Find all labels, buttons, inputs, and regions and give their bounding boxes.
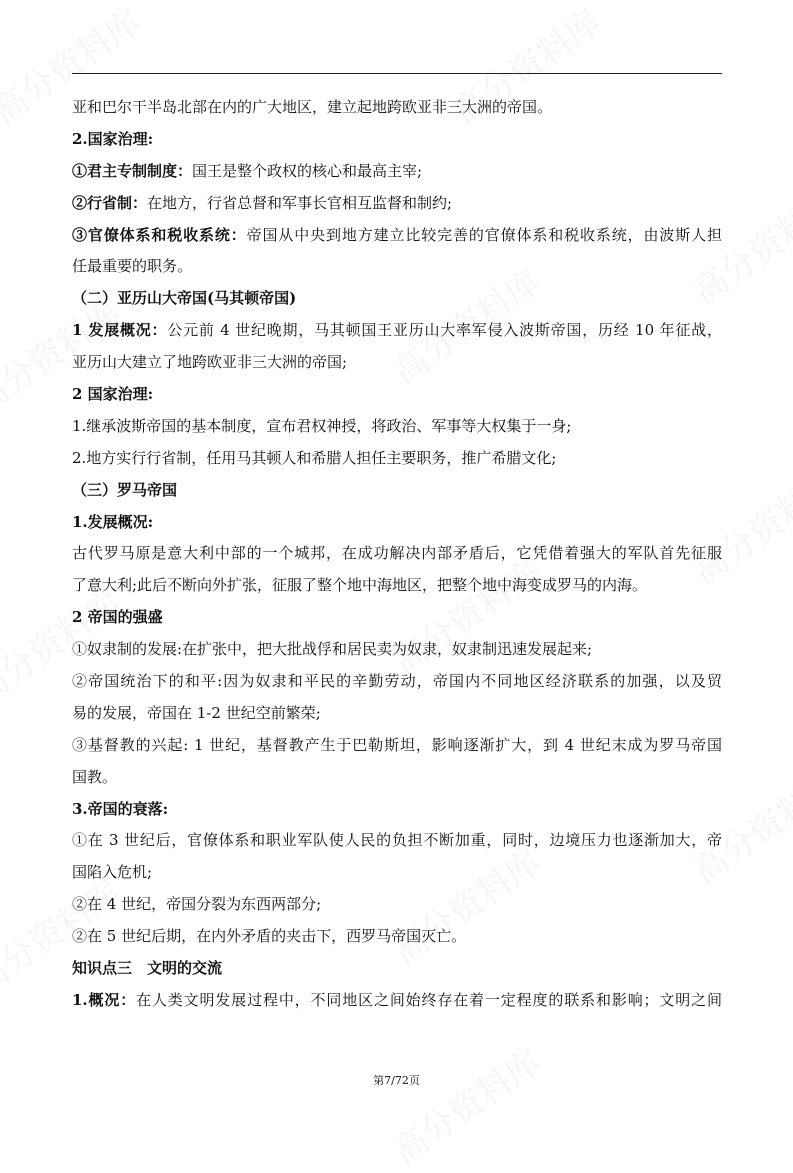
line-text: 国陷入危机; (72, 863, 153, 882)
text-line (72, 602, 722, 634)
line-text: 1.继承波斯帝国的基本制度，宣布君权神授，将政治、军事等大权集于一身; (72, 416, 572, 435)
text-line (72, 188, 722, 220)
text-line (72, 475, 722, 507)
text-line (72, 443, 722, 475)
line-text: 帝国从中央到地方建立比较完善的官僚体系和税收系统，由波斯人担 (246, 225, 722, 244)
bold-heading: 1.概况： (72, 990, 137, 1009)
watermark (381, 1036, 548, 1173)
line-text: ①奴隶制的发展:在扩张中，把大批战俘和居民卖为奴隶，奴隶制迅速发展起来; (72, 640, 593, 659)
page-number: 第7/72页 (373, 1074, 420, 1087)
text-line (72, 92, 722, 124)
line-text: 任最重要的职务。 (72, 257, 193, 276)
bold-heading: （二）亚历山大帝国(马其顿帝国) (72, 289, 297, 308)
line-text: 易的发展，帝国在 1-2 世纪空前繁荣; (72, 703, 321, 722)
text-line (72, 156, 722, 188)
text-line (72, 124, 722, 156)
text-line (72, 283, 722, 315)
text-line (72, 538, 722, 570)
line-text: 亚和巴尔干半岛北部在内的广大地区，建立起地跨欧亚非三大洲的帝国。 (72, 98, 553, 116)
line-text: 2.地方实行行省制，任用马其顿人和希腊人担任主要职务，推广希腊文化; (72, 448, 557, 467)
text-line (72, 220, 722, 252)
header-rule (72, 73, 722, 74)
text-line (72, 698, 722, 730)
line-text: ②在 4 世纪，帝国分裂为东西两部分; (72, 895, 322, 914)
line-text: ②帝国统治下的和平:因为奴隶和平民的辛勤劳动，帝国内不同地区经济联系的加强，以及贸 (72, 672, 722, 691)
text-line (72, 762, 722, 794)
text-line (72, 347, 722, 379)
text-line (72, 825, 722, 857)
line-text: ①在 3 世纪后，官僚体系和职业军队使人民的负担不断加重，同时，边境压力也逐渐加大，帝 (72, 831, 722, 850)
bold-heading: 2 国家治理: (72, 385, 154, 404)
bold-heading: 知识点三 文明的交流 (72, 959, 223, 978)
bold-heading: （三）罗马帝国 (72, 480, 178, 499)
bold-heading: 1 发展概况： (72, 321, 168, 340)
text-line (72, 730, 722, 762)
line-text: 国王是整个政权的核心和最高主宰; (192, 161, 423, 180)
document-body (72, 92, 722, 1017)
line-text: ②在 5 世纪后期，在内外矛盾的夹击下，西罗马帝国灭亡。 (72, 927, 467, 946)
text-line (72, 251, 722, 283)
line-text: 了意大利;此后不断向外扩张，征服了整个地中海地区，把整个地中海变成罗马的内海。 (72, 576, 648, 595)
text-line (72, 411, 722, 443)
text-line (72, 634, 722, 666)
text-line (72, 379, 722, 411)
text-line (72, 889, 722, 921)
bold-heading: 3.帝国的衰落: (72, 799, 169, 818)
bold-heading: 2 帝国的强盛 (72, 608, 163, 627)
line-text: 古代罗马原是意大利中部的一个城邦，在成功解决内部矛盾后，它凭借着强大的军队首先征服 (72, 544, 722, 563)
text-line (72, 857, 722, 889)
line-text: 公元前 4 世纪晚期，马其顿国王亚历山大率军侵入波斯帝国，历经 10 年征战， (167, 321, 722, 340)
text-line (72, 921, 722, 953)
text-line (72, 570, 722, 602)
line-text: 国教。 (72, 767, 118, 786)
bold-heading: ②行省制： (72, 193, 148, 212)
line-text: 亚历山大建立了地跨欧亚非三大洲的帝国; (72, 353, 348, 372)
line-text: 在地方，行省总督和军事长官相互监督和制约; (147, 193, 453, 212)
bold-heading: 1.发展概况: (72, 512, 154, 531)
bold-heading: ①君主专制制度： (72, 161, 193, 180)
text-line (72, 953, 722, 985)
text-line (72, 794, 722, 826)
text-line (72, 666, 722, 698)
text-line (72, 507, 722, 539)
bold-heading: 2.国家治理: (72, 129, 154, 148)
bold-heading: ③官僚体系和税收系统： (72, 225, 247, 244)
text-line (72, 985, 722, 1017)
line-text: ③基督教的兴起: 1 世纪，基督教产生于巴勒斯坦，影响逐渐扩大，到 4 世纪末成为罗马帝国 (72, 735, 722, 754)
line-text: 在人类文明发展过程中，不同地区之间始终存在着一定程度的联系和影响；文明之间 (136, 990, 722, 1009)
text-line (72, 315, 722, 347)
